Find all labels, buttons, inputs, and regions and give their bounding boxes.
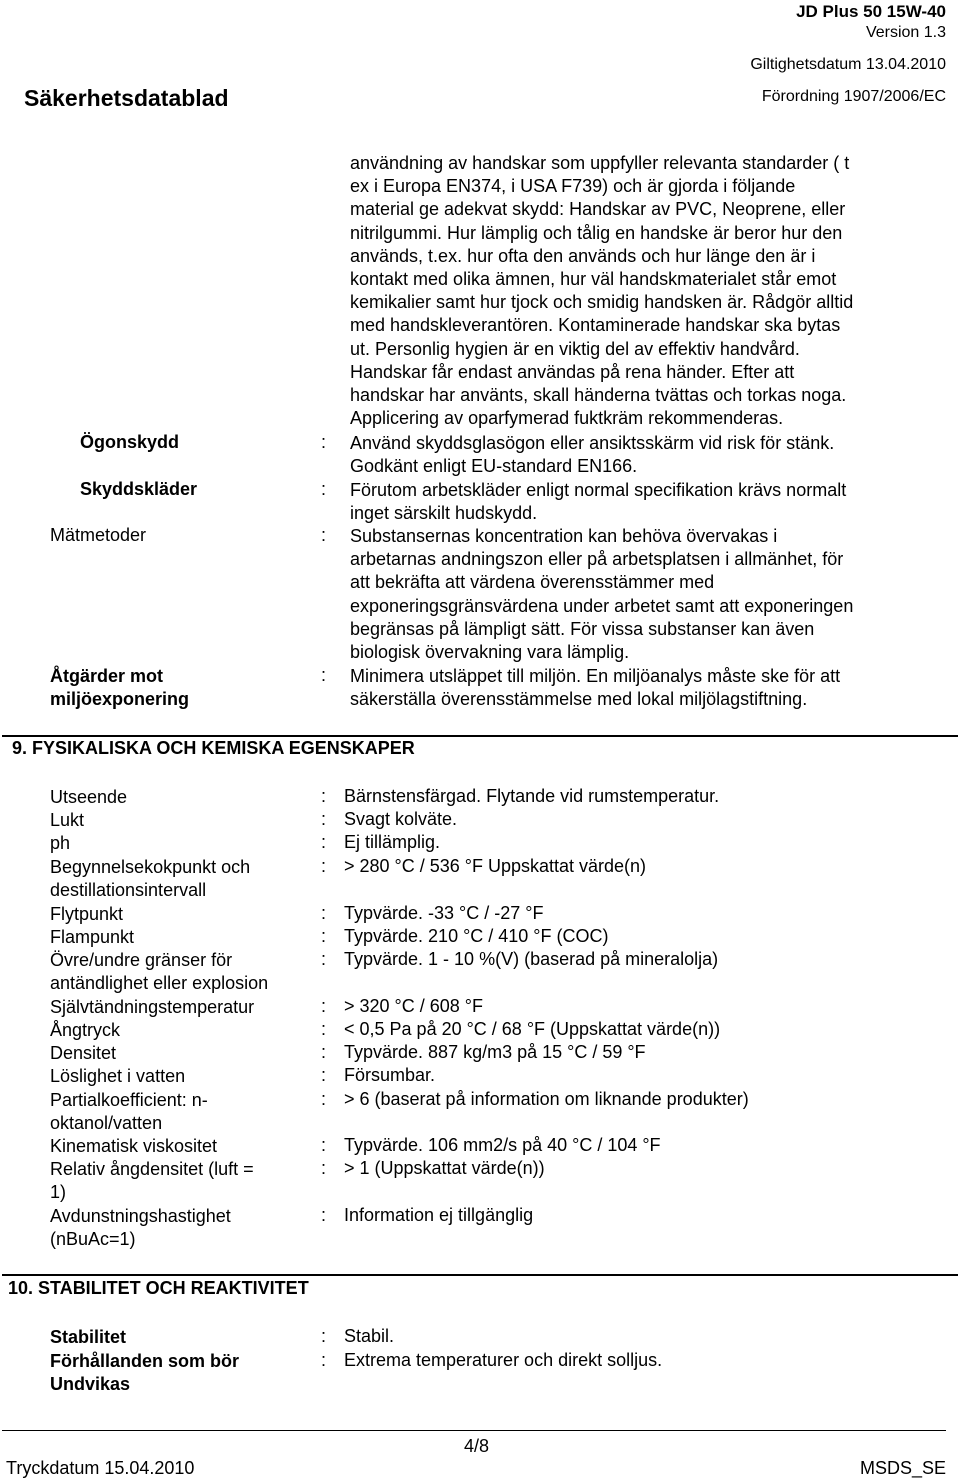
colon: : xyxy=(321,856,327,876)
section-10-title: 10. STABILITET OCH REAKTIVITET xyxy=(8,1278,309,1298)
text-line: kontakt med olika ämnen, hur väl handskmaterialet står emot xyxy=(350,269,837,290)
text-line: biologisk övervakning vara lämplig. xyxy=(350,642,630,663)
label-line: Stabilitet xyxy=(50,1327,127,1347)
text-line: ex i Europa EN374, i USA F739) och är gjorda i följande xyxy=(350,176,796,197)
label-line: Övre/undre gränser för xyxy=(50,950,233,970)
label-line: Förhållanden som bör xyxy=(50,1351,240,1371)
protective-clothing-value xyxy=(350,479,846,525)
eye-protection-label: Ögonskydd xyxy=(80,432,180,452)
colon: : xyxy=(321,1065,327,1085)
label-line: Flampunkt xyxy=(50,927,135,947)
property-value: Typvärde. 106 mm2/s på 40 °C / 104 °F xyxy=(344,1135,661,1155)
property-label xyxy=(50,809,84,832)
colon: : xyxy=(321,1089,327,1109)
label-line: 1) xyxy=(50,1182,67,1203)
colon: : xyxy=(321,1135,327,1155)
section-divider xyxy=(2,735,958,737)
property-label xyxy=(50,1158,254,1204)
section-9-title: 9. FYSIKALISKA OCH KEMISKA EGENSKAPER xyxy=(12,738,415,758)
validity-date: Giltighetsdatum 13.04.2010 xyxy=(750,56,946,73)
stability-label xyxy=(50,1350,239,1396)
property-label xyxy=(50,1135,217,1158)
measurement-methods-value xyxy=(350,525,853,664)
text-line: Godkänt enligt EU-standard EN166. xyxy=(350,456,638,477)
colon: : xyxy=(321,1042,327,1062)
regulation-label: Förordning 1907/2006/EC xyxy=(761,88,946,105)
text-line: Substansernas koncentration kan behöva övervakas i xyxy=(350,526,778,546)
text-line: säkerställa överensstämmelse med lokal miljölagstiftning. xyxy=(350,689,808,710)
property-value: > 1 (Uppskattat värde(n)) xyxy=(344,1158,545,1178)
label-line: Självtändningstemperatur xyxy=(50,997,255,1017)
property-label xyxy=(50,1065,185,1088)
colon: : xyxy=(321,1205,327,1225)
text-line: användning av handskar som uppfyller relevanta standarder ( t xyxy=(350,153,850,173)
property-label xyxy=(50,856,250,902)
property-value: Svagt kolväte. xyxy=(344,809,458,829)
label-line: ph xyxy=(50,833,71,853)
property-label xyxy=(50,949,268,995)
protective-clothing-label: Skyddskläder xyxy=(80,479,198,499)
label-line: Utseende xyxy=(50,787,128,807)
section-divider xyxy=(2,1274,958,1276)
label-line: Åtgärder mot xyxy=(50,666,164,686)
property-value: Information ej tillgänglig xyxy=(344,1205,534,1225)
colon: : xyxy=(321,525,327,545)
property-value: Ej tillämplig. xyxy=(344,832,441,852)
text-line: material ge adekvat skydd: Handskar av PVC, Neoprene, eller xyxy=(350,199,846,220)
property-value: > 320 °C / 608 °F xyxy=(344,996,483,1016)
property-value: > 280 °C / 536 °F Uppskattat värde(n) xyxy=(344,856,647,876)
label-line: (nBuAc=1) xyxy=(50,1229,136,1250)
label-line: Avdunstningshastighet xyxy=(50,1206,231,1226)
property-value: Bärnstensfärgad. Flytande vid rumstemperatur. xyxy=(344,786,720,806)
text-line: nitrilgummi. Hur lämplig och tålig en handske är beror hur den xyxy=(350,222,843,243)
eye-protection-value xyxy=(350,432,834,478)
property-value: Typvärde. 887 kg/m3 på 15 °C / 59 °F xyxy=(344,1042,646,1062)
label-line: destillationsintervall xyxy=(50,880,207,901)
colon: : xyxy=(321,996,327,1016)
property-label xyxy=(50,832,70,855)
hand-protection-text xyxy=(350,152,930,430)
text-line: handskar har använts, skall händerna tvättas och torkas noga. xyxy=(350,385,847,406)
text-line: exponeringsgränsvärdena under arbetet samt att exponeringen xyxy=(350,595,854,616)
text-line: Applicering av oparfymerad fuktkräm rekommenderas. xyxy=(350,408,784,429)
text-line: begränsas på lämpligt sätt. För vissa substanser kan även xyxy=(350,618,815,639)
text-line: arbetarnas andningszon eller på arbetsplatsen i allmänhet, för xyxy=(350,549,844,570)
property-label xyxy=(50,786,127,809)
colon: : xyxy=(321,479,327,499)
document-title: Säkerhetsdatablad xyxy=(24,85,229,111)
label-line: Flytpunkt xyxy=(50,904,124,924)
footer-divider xyxy=(2,1430,946,1431)
colon: : xyxy=(321,903,327,923)
property-label xyxy=(50,926,134,949)
label-line: oktanol/vatten xyxy=(50,1113,163,1134)
stability-value: Extrema temperaturer och direkt solljus. xyxy=(344,1350,663,1370)
product-name: JD Plus 50 15W-40 xyxy=(796,2,946,21)
environmental-exposure-value xyxy=(350,665,840,711)
property-label xyxy=(50,1205,231,1251)
colon: : xyxy=(321,665,327,685)
page-number: 4/8 xyxy=(464,1436,490,1456)
property-value: Typvärde. -33 °C / -27 °F xyxy=(344,903,544,923)
label-line: Undvikas xyxy=(50,1374,131,1395)
property-label xyxy=(50,996,254,1019)
colon: : xyxy=(321,786,327,806)
text-line: används, t.ex. hur ofta den används och hur länge den är i xyxy=(350,245,816,266)
property-value: Typvärde. 1 - 10 %(V) (baserad på mineralolja) xyxy=(344,949,719,969)
text-line: med handskleverantören. Kontaminerade handskar ska bytas xyxy=(350,315,841,336)
label-line: Partialkoefficient: n- xyxy=(50,1090,208,1110)
property-label xyxy=(50,1019,120,1042)
colon: : xyxy=(321,1019,327,1039)
environmental-exposure-label xyxy=(50,665,189,711)
property-value: > 6 (baserat på information om liknande produkter) xyxy=(344,1089,749,1109)
stability-label xyxy=(50,1326,126,1349)
text-line: Minimera utsläppet till miljön. En miljöanalys måste ske för att xyxy=(350,666,841,686)
property-label xyxy=(50,1089,208,1135)
text-line: Använd skyddsglasögon eller ansiktsskärm vid risk för stänk. xyxy=(350,433,835,453)
colon: : xyxy=(321,809,327,829)
text-line: Förutom arbetskläder enligt normal specifikation krävs normalt xyxy=(350,480,847,500)
colon: : xyxy=(321,1326,327,1346)
colon: : xyxy=(321,1350,327,1370)
property-label xyxy=(50,1042,116,1065)
label-line: Begynnelsekokpunkt och xyxy=(50,857,251,877)
document-type: MSDS_SE xyxy=(859,1458,946,1478)
version-label: Version 1.3 xyxy=(865,24,946,41)
colon: : xyxy=(321,926,327,946)
colon: : xyxy=(321,832,327,852)
measurement-methods-label: Mätmetoder xyxy=(50,525,147,545)
text-line: ut. Personlig hygien är en viktig del av effektiv handvård. xyxy=(350,338,800,359)
label-line: Kinematisk viskositet xyxy=(50,1136,218,1156)
print-date: Tryckdatum 15.04.2010 xyxy=(6,1458,195,1478)
label-line: miljöexponering xyxy=(50,689,190,710)
label-line: Ångtryck xyxy=(50,1020,121,1040)
stability-value: Stabil. xyxy=(344,1326,395,1346)
colon: : xyxy=(321,1158,327,1178)
text-line: att bekräfta att värdena överensstämmer med xyxy=(350,572,715,593)
property-value: Typvärde. 210 °C / 410 °F (COC) xyxy=(344,926,609,946)
label-line: antändlighet eller explosion xyxy=(50,973,269,994)
label-line: Relativ ångdensitet (luft = xyxy=(50,1159,254,1179)
colon: : xyxy=(321,949,327,969)
colon: : xyxy=(321,432,327,452)
label-line: Löslighet i vatten xyxy=(50,1066,186,1086)
property-value: Försumbar. xyxy=(344,1065,436,1085)
label-line: Densitet xyxy=(50,1043,117,1063)
label-line: Lukt xyxy=(50,810,85,830)
text-line: Handskar får endast användas på rena händer. Efter att xyxy=(350,361,795,382)
property-value: < 0,5 Pa på 20 °C / 68 °F (Uppskattat värde(n)) xyxy=(344,1019,721,1039)
property-label xyxy=(50,903,123,926)
text-line: kemikalier samt hur tjock och smidig handsken är. Rådgör alltid xyxy=(350,292,854,313)
text-line: inget särskilt hudskydd. xyxy=(350,503,538,524)
